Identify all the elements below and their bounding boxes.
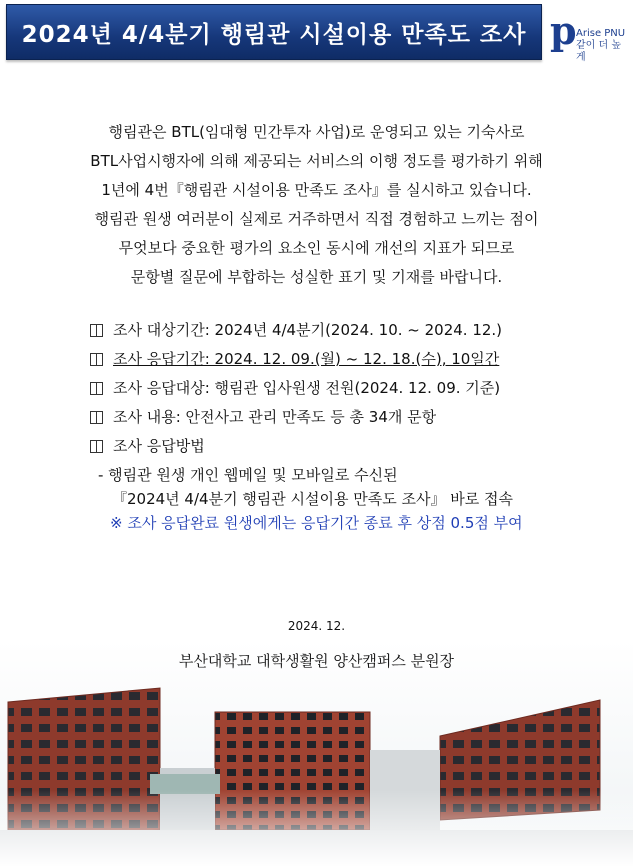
logo-line1: Arise PNU (576, 28, 626, 39)
info-item (90, 316, 502, 345)
info-item-text: 조사 응답대상: 행림관 입사원생 전원(2024. 12. 09. 기준) (113, 379, 501, 397)
info-item (90, 374, 502, 403)
signature: 부산대학교 대학생활원 양산캠퍼스 분원장 (178, 652, 455, 670)
info-item-text: 조사 내용: 안전사고 관리 만족도 등 총 34개 문항 (113, 408, 437, 426)
logo-mark: p (550, 8, 577, 53)
info-item-text: 조사 대상기간: 2024년 4/4분기(2024. 10. ~ 2024. 12.) (113, 321, 503, 339)
info-item-text: 조사 응답방법 (113, 437, 205, 455)
checkbox-icon (90, 353, 103, 366)
reward-note: ※ 조사 응답완료 원생에게는 응답기간 종료 후 상점 0.5점 부여 (110, 514, 523, 532)
survey-info-list (90, 316, 502, 461)
title-banner (6, 4, 542, 60)
info-item (90, 432, 502, 461)
intro-paragraph (20, 118, 613, 292)
checkbox-icon (90, 411, 103, 424)
page-title: 2024년 4/4분기 행림관 시설이용 만족도 조사 (21, 21, 527, 48)
checkbox-icon (90, 382, 103, 395)
dormitory-photo (0, 640, 633, 867)
pnu-logo (550, 8, 630, 63)
notice-date: 2024. 12. (287, 619, 346, 633)
info-item-text: 조사 응답기간: 2024. 12. 09.(월) ~ 12. 18.(수), 10일간 (113, 350, 500, 368)
intro-line: 행림관은 BTL(임대형 민간투자 사업)로 운영되고 있는 기숙사로 (108, 123, 525, 141)
method-line: - 행림관 원생 개인 웹메일 및 모바일로 수신된 (98, 466, 398, 484)
checkbox-icon (90, 440, 103, 453)
method-line: 『2024년 4/4분기 행림관 시설이용 만족도 조사』 바로 접속 (112, 490, 514, 508)
logo-text (576, 28, 630, 64)
logo-line2: 같이 더 높게 (576, 40, 621, 63)
intro-line: 행림관 원생 여러분이 실제로 거주하면서 직접 경험하고 느끼는 점이 (94, 210, 539, 228)
checkbox-icon (90, 324, 103, 337)
intro-line: 무엇보다 중요한 평가의 요소인 동시에 개선의 지표가 되므로 (118, 239, 515, 257)
info-item (90, 403, 502, 432)
intro-line: 문항별 질문에 부합하는 성실한 표기 및 기재를 바랍니다. (130, 268, 503, 286)
intro-line: 1년에 4번『행림관 시설이용 만족도 조사』를 실시하고 있습니다. (101, 181, 532, 199)
intro-line: BTL사업시행자에 의해 제공되는 서비스의 이행 정도를 평가하기 위해 (90, 152, 543, 170)
info-item (90, 345, 502, 374)
